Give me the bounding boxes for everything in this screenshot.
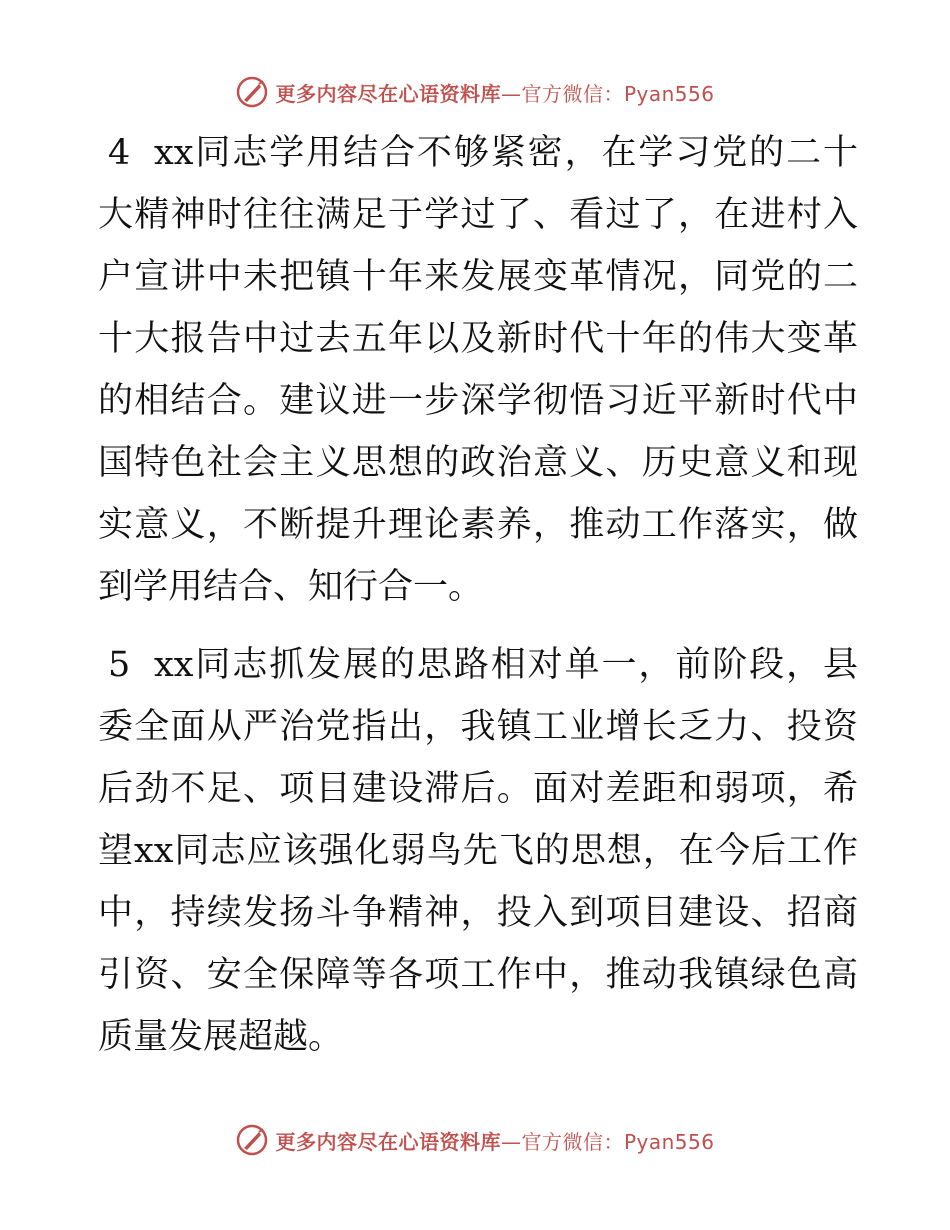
paragraph-number: 5 (108, 645, 131, 685)
paragraph-text: xx同志学用结合不够紧密，在学习党的二十大精神时往往满足于学过了、看过了，在进村入户宣讲中未把镇十年来发展变革情况，同党的二十大报告中过去五年以及新时代十年的伟大变革的相结合。建议进一步深学彻悟习近平新时代中国特色社会主义思想的政治意义、历史意义和现实意义，不断提升理论素养，推动工作落实，做到学用结合、知行合一。 (98, 133, 858, 607)
paragraph-number: 4 (108, 133, 131, 173)
document-body (98, 122, 858, 1084)
watermark-dash: — (500, 81, 522, 106)
watermark-text (275, 78, 714, 107)
feather-pen-logo-icon (235, 75, 269, 109)
paragraph-text: xx同志抓发展的思路相对单一，前阶段，县委全面从严治党指出，我镇工业增长乏力、投资后劲不足、项目建设滞后。面对差距和弱项，希望xx同志应该强化弱鸟先飞的思想，在今后工作中，持续发扬斗争精神，投入到项目建设、招商引资、安全保障等各项工作中，推动我镇绿色高质量发展超越。 (98, 645, 858, 1057)
paragraph-4 (98, 122, 858, 618)
watermark-brand: 更多内容尽在心语资料库 (275, 81, 501, 106)
watermark-brand: 更多内容尽在心语资料库 (275, 1129, 501, 1154)
feather-pen-logo-icon (235, 1123, 269, 1157)
watermark-dash: — (500, 1129, 522, 1154)
header-watermark (0, 72, 950, 112)
paragraph-5 (98, 634, 858, 1068)
watermark-contact: 官方微信：Pyan556 (521, 81, 715, 106)
watermark-text (275, 1126, 714, 1155)
watermark-contact: 官方微信：Pyan556 (521, 1129, 715, 1154)
footer-watermark (0, 1120, 950, 1160)
